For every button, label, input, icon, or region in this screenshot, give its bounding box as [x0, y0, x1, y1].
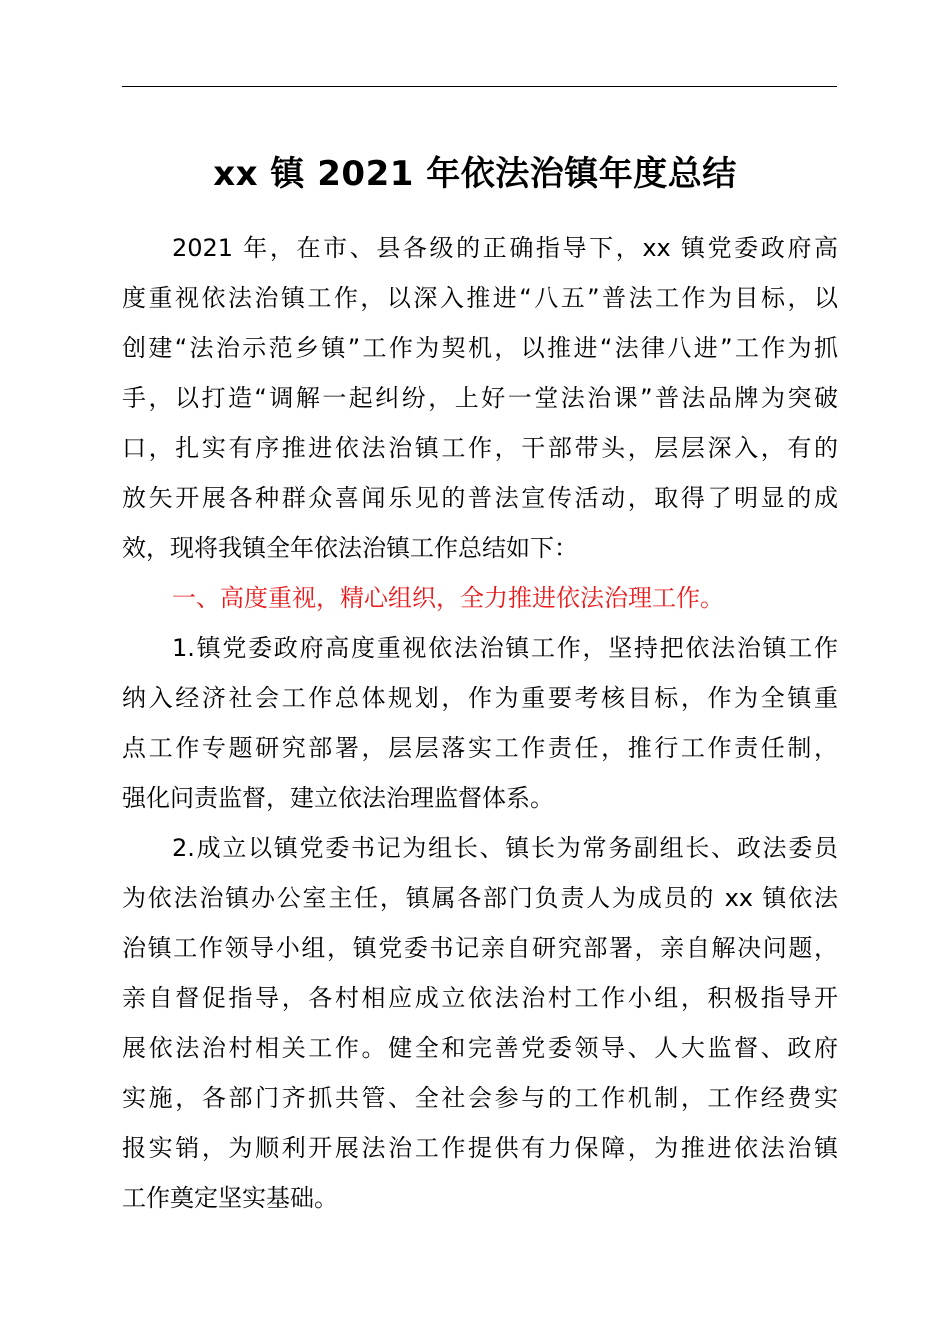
text-line: 手，以打造“调解一起纠纷，上好一堂法治课”普法品牌为突破	[122, 384, 838, 412]
text-line: 口，扎实有序推进依法治镇工作，干部带头，层层深入，有的	[122, 434, 838, 462]
text-line: 为依法治镇办公室主任，镇属各部门负责人为成员的 xx 镇依法	[122, 884, 838, 912]
text-line: 放矢开展各种群众喜闻乐见的普法宣传活动，取得了明显的成	[122, 484, 838, 512]
text-line: 效，现将我镇全年依法治镇工作总结如下：	[122, 534, 578, 562]
text-line: 纳入经济社会工作总体规划，作为重要考核目标，作为全镇重	[122, 684, 838, 712]
text-line: 2.成立以镇党委书记为组长、镇长为常务副组长、政法委员	[172, 834, 838, 862]
heading-line: 一、高度重视，精心组织，全力推进依法治理工作。	[172, 584, 724, 612]
header-rule	[122, 86, 837, 87]
paragraph-item-2	[122, 823, 838, 1223]
text-line: 展依法治村相关工作。健全和完善党委领导、人大监督、政府	[122, 1034, 838, 1062]
text-line: 报实销，为顺利开展法治工作提供有力保障，为推进依法治镇	[122, 1134, 838, 1162]
section-heading	[122, 573, 838, 623]
text-line: 实施，各部门齐抓共管、全社会参与的工作机制，工作经费实	[122, 1084, 838, 1112]
text-line: 1.镇党委政府高度重视依法治镇工作，坚持把依法治镇工作	[172, 634, 838, 662]
paragraph-intro	[122, 223, 838, 573]
text-line: 点工作专题研究部署，层层落实工作责任，推行工作责任制，	[122, 734, 838, 762]
text-line: 度重视依法治镇工作，以深入推进“八五”普法工作为目标，以	[122, 284, 838, 312]
text-line: 2021 年，在市、县各级的正确指导下，xx 镇党委政府高	[172, 234, 838, 262]
document-body	[122, 223, 838, 1223]
document-title: xx 镇 2021 年依法治镇年度总结	[213, 154, 737, 194]
paragraph-item-1	[122, 623, 838, 823]
text-line: 治镇工作领导小组，镇党委书记亲自研究部署，亲自解决问题，	[122, 934, 838, 962]
text-line: 亲自督促指导，各村相应成立依法治村工作小组，积极指导开	[122, 984, 838, 1012]
text-line: 强化问责监督，建立依法治理监督体系。	[122, 784, 554, 812]
text-line: 工作奠定坚实基础。	[122, 1184, 338, 1212]
text-line: 创建“法治示范乡镇”工作为契机，以推进“法律八进”工作为抓	[122, 334, 838, 362]
